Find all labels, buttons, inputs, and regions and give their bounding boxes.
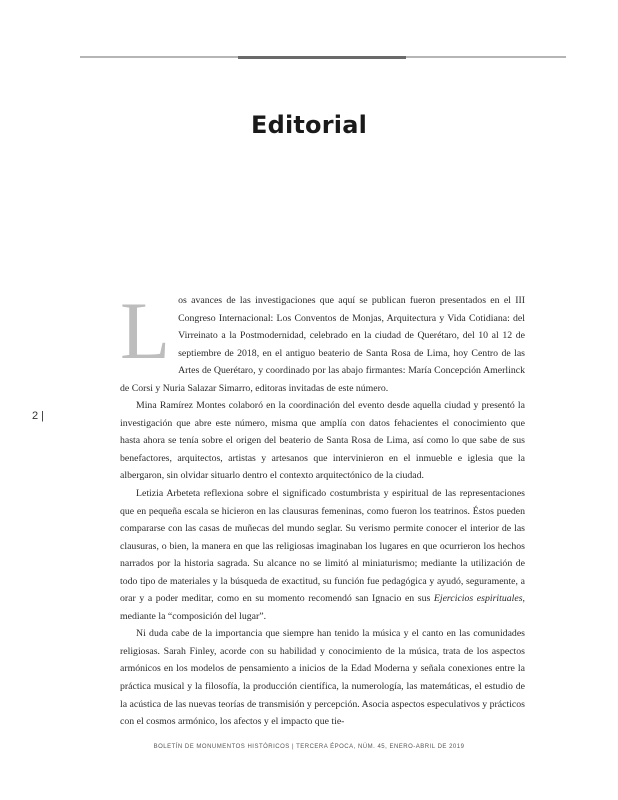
paragraph-2: Mina Ramírez Montes colaboró en la coordinación del evento desde aquella ciudad y presentó la investigación que abre este número, misma que amplía con datos fehacientes el conocimiento que hasta ahora se tenía sobre el origen del beaterio de Santa Rosa de Lima, así como lo que sabe de sus benefactores, arquitectos, artistas y artesanos que intervinieron en el inmueble e iglesia que la albergaron, sin olvidar situarlo dentro el contexto arquitectónico de la ciudad. bbox=[120, 400, 525, 482]
paragraph-3-end: , mediante la “composición del lugar”. bbox=[120, 593, 525, 622]
paragraph-1-text: os avances de las investigaciones que aquí se publican fueron presentados en el III Congreso Internacional: Los Conventos de Monjas, Arquitectura y Vida Cotidiana: del Virreinato a la Postmodernidad, celebrado en la ciudad de Querétaro, del 10 al 12 de septiembre de 2018, en el antiguo beaterio de Santa Rosa de Lima, hoy Centro de las Artes de Querétaro, y coordinado por las abajo firmantes: María Concepción Amerlinck de Corsi y Nuria Salazar Simarro, editoras invitadas de este número. bbox=[120, 295, 525, 394]
paragraph-1 bbox=[120, 285, 525, 397]
paragraph-3-text: Letizia Arbeteta reflexiona sobre el significado costumbrista y espiritual de las representaciones que en pequeña escala se hicieron en las clausuras femeninas, como fueron los teatrinos. Éstos pueden compararse con las casas de muñecas del mundo seglar. Su verismo permite conocer el interior de las clausuras, o bien, la manera en que las religiosas imaginaban los lugares en que ocurrieron los hechos narrados por la historia sagrada. Su alcance no se limitó al miniaturismo; mediante la utilización de todo tipo de materiales y la búsqueda de exactitud, su función fue pedagógica y ayudó, seguramente, a orar y a poder meditar, como en su momento recomendó san Ignacio en sus bbox=[120, 488, 525, 605]
header-rule-accent bbox=[238, 56, 406, 59]
paragraph-3 bbox=[120, 485, 525, 625]
paragraph-4: Ni duda cabe de la importancia que siempre han tenido la música y el canto en las comunidades religiosas. Sarah Finley, acorde con su habilidad y conocimiento de la música, trata de los aspectos armónicos en los modelos de pensamiento a inicios de la Edad Moderna y señala conexiones entre la práctica musical y la filosofía, la producción científica, la numerología, las matemáticas, el estudio de la acústica de las nuevas teorías de transmisión y percepción. Asocia aspectos especulativos y prácticos con el cosmos armónico, los afectos y el impacto que tie- bbox=[120, 628, 525, 728]
page-footer: BOLETÍN DE MONUMENTOS HISTÓRICOS | TERCERA ÉPOCA, NÚM. 45, ENERO-ABRIL DE 2019 bbox=[153, 744, 465, 750]
page-title: Editorial bbox=[250, 111, 368, 140]
page-number: 2 | bbox=[32, 410, 45, 422]
paragraph-3-emphasis: Ejercicios espirituales bbox=[433, 593, 523, 605]
drop-cap: L bbox=[120, 285, 171, 376]
article-body bbox=[120, 285, 525, 731]
